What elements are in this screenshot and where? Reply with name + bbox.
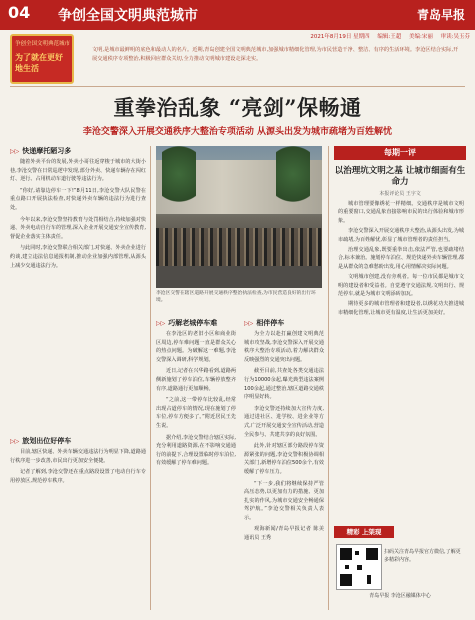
column-divider [328, 146, 329, 610]
paragraph: 截至目前,共查处各类交通违法行为10000余起,曝光典型违法案例100余起,通过整治,辖区道路交通秩序明显好转。 [244, 368, 324, 401]
paragraph: 期待更多的城市管理者和建设者,以绣花功夫推进城市精细化管理,让城市更有温度,让生活更加美好。 [338, 301, 464, 316]
divider [10, 86, 465, 87]
sidebar-tag-2: 精彩 上架现 [334, 526, 394, 538]
newspaper-logo: 青岛早报 [416, 8, 465, 22]
paragraph: 在李沧区的老旧小区和商业街区周边,停车难问题一直是群众关心的热点问题。为破解这一难题,李沧交警深入调研,科学规划。 [156, 331, 236, 363]
paragraph: 为全力以赴打赢创建文明典范城市攻坚战,李沧交警深入开展交通秩序大整治专项活动,着力解决群众反映强烈的交通突出问题。 [244, 331, 324, 363]
photo-caption: 李沧区交警在辖区道路开展交通秩序整治执法检查,为市民营造良好的出行环境。 [156, 291, 316, 303]
photo-tree [276, 146, 310, 216]
article-column-1b [10, 448, 146, 610]
article-column-1 [10, 158, 146, 430]
photo-parked-bikes [156, 228, 322, 268]
paragraph: 据介绍,李沧交警结合辖区实际,充分利用道路资源,在不影响交通通行的前提下,合理设置临时停车泊位,有效缓解了停车难问题。 [156, 434, 236, 467]
paragraph: 文明城市创建,没有旁观者。每一位市民都是城市文明的建设者和受益者。自觉遵守交通法规,文明出行、规范停车,就是为城市文明添砖加瓦。 [338, 274, 464, 298]
intro-paragraph: 文明,是城市最鲜明的底色和最动人的名片。近期,青岛创建全国文明典范城市,加强城市精细化管理,为市民营造干净、整洁、有序的生活环境。李沧区结合实际,开展交通秩序专项整治,积极回应群众关切,全力推动文明城市建设走深走实。 [92, 47, 459, 62]
byline: 观海新闻/青岛早报记者 陈美 通讯员 王秀 [244, 526, 324, 542]
news-photo [156, 146, 322, 288]
paragraph: 近日,记者在兴华路看到,道路两侧新施划了停车泊位,车辆停放整齐有序,道路通行更加顺畅。 [156, 368, 236, 392]
paragraph: 今年以来,李沧交警坚持教育与处罚相结合,持续加强对快递、外卖电动自行车的管理,深入企业开展交通安全宣传教育,督促企业落实主体责任。 [10, 216, 146, 240]
paragraph: 记者了解到,李沧交警还在重点路段设置了电动自行车专用停放区,规范停车秩序。 [10, 469, 146, 484]
paragraph: 与此同时,李沧交警联合相关部门,对快递、外卖企业进行约谈,建立违法信息通报机制,推动企业加强内部管理,从源头上减少交通违法行为。 [10, 245, 146, 269]
badge-title: 为了就在更好地生活 [15, 53, 63, 73]
paragraph: 随着外卖平台的发展,外卖小哥往返穿梭于城市的大街小巷,李沧交警在日常巡逻中发现,部分外卖、快递车辆存在闯红灯、逆行、占用机动车道行驶等违法行为。 [10, 159, 146, 183]
headline: 重拳治乱象 “亮剑”保畅通 [113, 95, 362, 120]
paragraph: 目前,辖区快递、外卖车辆交通违法行为明显下降,道路通行秩序进一步改善,市民出行更加安全便捷。 [10, 449, 146, 464]
topic-badge [10, 34, 74, 84]
qr-text: 扫码关注青岛早报官方微信,了解更多精彩内容。 [384, 549, 461, 563]
article-column-3 [244, 330, 324, 610]
paragraph: 城市管理要像绣花一样精细。交通秩序是城市文明的重要窗口,交通乱象直接影响市民的出行体验和城市形象。 [338, 201, 464, 224]
article-column-2 [156, 330, 236, 610]
section-heading-2: ▷▷ 旅划出位好停车 [10, 436, 71, 446]
photo-road [156, 266, 322, 288]
paragraph: 李沧交警深入开展交通秩序大整治,从源头出发,为城市疏堵,为百姓解忧,彰显了城市管理者的责任担当。 [338, 228, 464, 243]
qr-code[interactable] [336, 544, 382, 590]
commentary-sidebar [334, 146, 466, 610]
paragraph: 李沧交警还持续加大宣传力度,通过进社区、进学校、进企业等方式,广泛开展交通安全宣传活动,营造全民参与、共建共享的良好氛围。 [244, 405, 324, 438]
paragraph: 治理交通乱象,既要重拳出击,依法严管,也要疏堵结合,标本兼治。施划停车泊位、规范快递外卖车辆管理,都是从群众的急难愁盼出发,用心用情解决实际问题。 [338, 247, 464, 270]
subheadline: 李沧交警深入开展交通秩序大整治专项活动 从源头出发为城市疏堵为百姓解忧 [82, 127, 393, 137]
masthead [0, 0, 475, 30]
paragraph: 此外,针对辖区部分路段停车资源紧张的问题,李沧交警积极协调相关部门,新增停车泊位500余个,有效缓解了停车压力。 [244, 443, 324, 475]
paragraph: “之前,这一带停车比较乱,经常出现占道停车的情况,现在施划了停车位,停车方便多了。”附近居民王先生说。 [156, 397, 236, 429]
issue-designer: 美编:宋丽 [409, 34, 433, 40]
page-number: 04 [8, 3, 31, 22]
sidebar-tag: 每期一评 [334, 146, 466, 160]
paragraph: “下一步,我们将继续保持严管高压态势,以更加有力的措施、更加扎实的作风,为城市交通安全畅通保驾护航。”李沧交警相关负责人表示。 [244, 480, 324, 521]
badge-topline: 争创全国文明典范城市 [15, 41, 71, 47]
issue-date: 2021年8月19日 星期四 [310, 34, 370, 40]
sidebar-author: 本报评论员 王宇文 [379, 191, 421, 197]
sidebar-title: 以治理坑文明之基 让城市细面有生命力 [334, 166, 466, 187]
qr-footer: 青岛早报 李沧区融媒体中心 [369, 593, 431, 599]
column-divider [150, 146, 151, 610]
issue-reviewer: 审读:吴玉芬 [440, 34, 470, 40]
section-heading-3: ▷▷ 巧解老城停车难 [156, 318, 217, 328]
photo-tree [162, 146, 196, 216]
section-title: 争创全国文明典范城市 [58, 8, 198, 24]
issue-meta [170, 31, 470, 43]
sidebar-body [338, 200, 464, 522]
section-heading-1: ▷▷ 快递摩托陋习多 [10, 146, 71, 156]
section-heading-4: ▷▷ 相伴停车 [244, 318, 284, 328]
paragraph: “你好,请靠边停车一下!”8月11日,李沧交警大队民警在重点路口开展执法检查,对快递外卖车辆的违法行为进行查处。 [10, 187, 146, 211]
issue-editor: 编辑:王超 [377, 34, 402, 40]
